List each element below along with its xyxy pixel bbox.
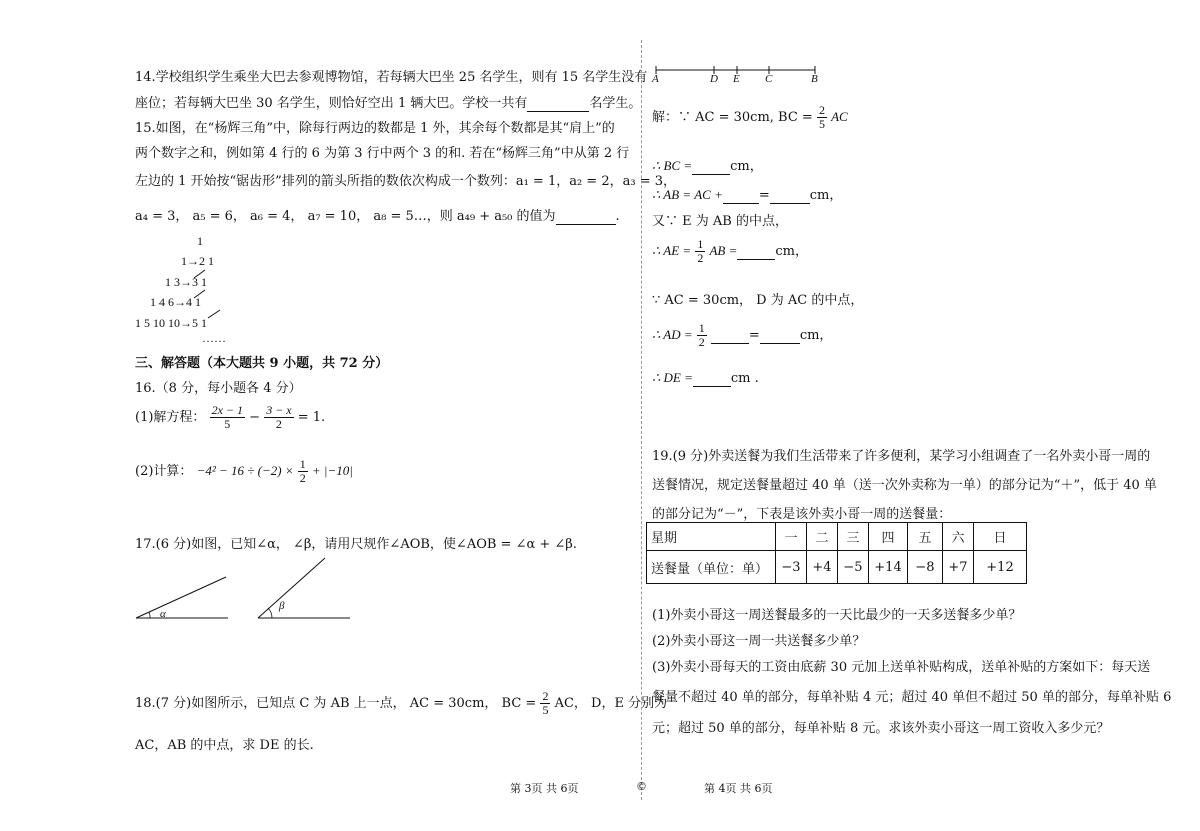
solution-line4: 又∵ E 为 AB 的中点， (652, 214, 788, 229)
q19-line3: 的部分记为“－”，下表是该外卖小哥一周的送餐量： (652, 507, 952, 522)
q16-head: 16.（8 分，每小题各 4 分） (135, 381, 302, 396)
fraction: $\frac{1}{2}$ (299, 457, 306, 486)
q19-part1: (1)外卖小哥这一周送餐最多的一天比最少的一天多送餐多少单？ (652, 608, 1022, 623)
solution-line3: ∴ AB = AC + = cm， (652, 187, 843, 203)
footer-page-left: 第 3页 共 6页 (510, 782, 579, 795)
triangle-row4: 1 4 6→4 1 (150, 295, 201, 309)
q14-answer-blank[interactable] (527, 96, 589, 112)
solution-line6: ∵ AC = 30cm， D 为 AC 的中点， (652, 293, 864, 308)
table-header-cell: 四 (869, 523, 908, 551)
q19-part3-line3: 元；超过 50 单的部分，每单补贴 8 元。求该外卖小哥这一周工资收入多少元？ (652, 721, 1110, 736)
table-cell: −3 (776, 551, 807, 584)
q19-line1: 19.(9 分)外卖送餐为我们生活带来了许多便利，某学习小组调查了一名外卖小哥一周的 (652, 449, 1151, 464)
beta-label: β (279, 600, 285, 612)
table-header-cell: 三 (838, 523, 869, 551)
triangle-row2: 1→2 1 (181, 254, 214, 268)
q15-answer-blank[interactable] (556, 209, 616, 225)
solution-line5: ∴ AE = $\frac{1}{2}$ AB = cm， (652, 237, 808, 266)
triangle-row1: 1 (197, 234, 203, 248)
answer-blank[interactable] (711, 328, 749, 344)
table-header-cell: 星期 (647, 523, 776, 551)
q17-text: 17.(6 分)如图，已知∠α， ∠β，请用尺规作∠AOB，使∠AOB = ∠α + ∠β. (135, 537, 577, 552)
table-cell: +7 (943, 551, 974, 584)
table-header-cell: 二 (807, 523, 838, 551)
table-cell: −5 (838, 551, 869, 584)
q16-part2: (2)计算： −4² − 16 ÷ (−2) × $\frac{1}{2}$ + |−10| (135, 457, 353, 486)
fraction: $\frac{1}{2}$ (697, 237, 704, 266)
triangle-row5: 1 5 10 10→5 1 (135, 316, 207, 330)
fraction: $\frac{3 - x}{2}$ (266, 403, 292, 432)
page-divider (641, 40, 642, 800)
q19-part3-line1: (3)外卖小哥每天的工资由底薪 30 元加上送单补贴构成，送单补贴的方案如下：每天送 (652, 660, 1151, 675)
solution-line7: ∴ AD = $\frac{1}{2}$ = cm， (652, 321, 833, 350)
point-E: E (733, 73, 740, 85)
fraction: $\frac{2x - 1}{5}$ (211, 403, 243, 432)
q19-line2: 送餐情况，规定送餐量超过 40 单（送一次外卖称为一单）的部分记为“＋”，低于 40 单 (652, 478, 1157, 493)
table-cell: 送餐量（单位：单） (647, 551, 776, 584)
answer-blank[interactable] (737, 244, 775, 260)
answer-blank[interactable] (723, 188, 759, 204)
footer-page-right: 第 4页 共 6页 (704, 782, 773, 795)
q15-line1: 15.如图，在“杨辉三角”中，除每行两边的数都是 1 外，其余每个数都是其“肩上”的 (135, 121, 615, 136)
q15-line4: a₄ = 3， a₅ = 6， a₆ = 4， a₇ = 10， a₈ = 5…，则 a₄₉ + a₅₀ 的值为 . (135, 209, 620, 224)
q15-line3: 左边的 1 开始按“锯齿形”排列的箭头所指的数依次构成一个数列：a₁ = 1，a₂ = 2，a₃ = 3， (135, 174, 676, 189)
delivery-table (646, 522, 1027, 584)
q19-part2: (2)外卖小哥这一周一共送餐多少单？ (652, 634, 866, 649)
answer-blank[interactable] (760, 328, 800, 344)
q14-line2: 座位；若每辆大巴坐 30 名学生，则恰好空出 1 辆大巴。学校一共有 名学生。 (135, 96, 642, 111)
footer-mark: © (636, 780, 647, 793)
point-D: D (710, 73, 718, 85)
angle-figures (130, 555, 370, 625)
zigzag-arrows (180, 258, 240, 320)
section3-heading: 三、解答题（本大题共 9 小题，共 72 分） (135, 356, 389, 371)
fraction: $\frac{2}{5}$ (542, 689, 549, 718)
table-cell: +12 (974, 551, 1027, 584)
table-cell: +4 (807, 551, 838, 584)
point-C: C (765, 73, 773, 85)
point-A: A (652, 73, 659, 85)
answer-blank[interactable] (693, 371, 731, 387)
solution-line8: ∴ DE = cm . (652, 370, 759, 386)
q19-part3-line2: 餐量不超过 40 单的部分，每单补贴 4 元；超过 40 单但不超过 50 单的部分，每单补贴 6 (652, 690, 1172, 705)
q18-line2: AC，AB 的中点，求 DE 的长. (135, 738, 314, 753)
q18-line1: 18.(7 分)如图所示，已知点 C 为 AB 上一点， AC = 30cm， BC = $\frac{2}{5}$ AC， D，E 分别为 (135, 689, 668, 718)
table-header-cell: 五 (908, 523, 943, 551)
table-header-cell: 日 (974, 523, 1027, 551)
table-header-cell: 六 (943, 523, 974, 551)
fraction: $\frac{1}{2}$ (698, 321, 705, 350)
triangle-dots: …… (202, 331, 226, 345)
fraction: $\frac{2}{5}$ (818, 103, 825, 132)
answer-blank[interactable] (692, 159, 730, 175)
table-cell: +14 (869, 551, 908, 584)
answer-blank[interactable] (770, 188, 810, 204)
alpha-label: α (160, 608, 166, 620)
solution-line1: 解：∵ AC = 30cm, BC = $\frac{2}{5}$ AC (652, 103, 848, 132)
solution-line2: ∴ BC = cm， (652, 158, 763, 174)
table-row (647, 551, 1027, 584)
table-row (647, 523, 1027, 551)
triangle-row3: 1 3→3 1 (165, 275, 207, 289)
q14-line1: 14.学校组织学生乘坐大巴去参观博物馆，若每辆大巴坐 25 名学生，则有 15 名学生没有 (135, 70, 648, 85)
table-header-cell: 一 (776, 523, 807, 551)
q16-part1: (1)解方程： $\frac{2x - 1}{5}$ − $\frac{3 - x}{2}$ = 1. (135, 403, 326, 432)
table-cell: −8 (908, 551, 943, 584)
point-B: B (811, 73, 818, 85)
segment-figure (650, 62, 830, 86)
q15-line2: 两个数字之和，例如第 4 行的 6 为第 3 行中两个 3 的和. 若在“杨辉三角”中从第 2 行 (135, 146, 630, 161)
